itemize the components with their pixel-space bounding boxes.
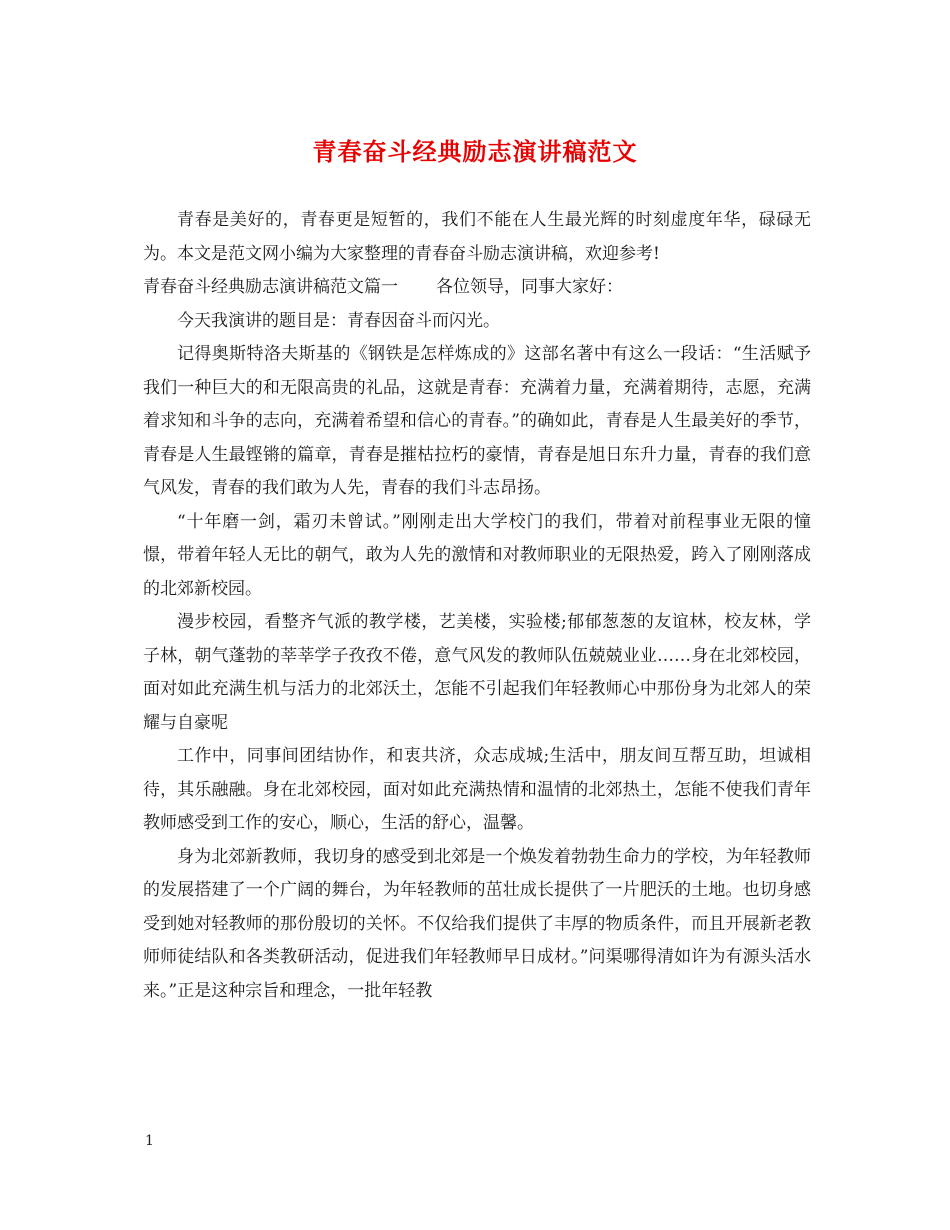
page-number: 1	[145, 1133, 154, 1149]
document-body	[143, 204, 811, 1008]
paragraph-campus-walk: 漫步校园，看整齐气派的教学楼，艺美楼，实验楼;郁郁葱葱的友谊林，校友林，学子林，朝气蓬勃的莘莘学子孜孜不倦，意气风发的教师队伍兢兢业业……身在北郊校园，面对如此充满生机与活力的北郊沃土，怎能不引起我们年轻教师心中那份身为北郊人的荣耀与自豪呢	[143, 612, 811, 733]
paragraph-topic: 今天我演讲的题目是：青春因奋斗而闪光。	[177, 310, 500, 331]
paragraph-quote: 记得奥斯特洛夫斯基的《钢铁是怎样炼成的》这部名著中有这么一段话：“生活赋予我们一种巨大的和无限高贵的礼品，这就是青春：充满着力量，充满着期待，志愿，充满着求知和斗争的志向，充满着希望和信心的青春。”的确如此，青春是人生最美好的季节，青春是人生最铿锵的篇章，青春是摧枯拉朽的豪情，青春是旭日东升力量，青春的我们意气风发，青春的我们敢为人先，青春的我们斗志昂扬。	[143, 344, 811, 498]
document-title: 青春奋斗经典励志演讲稿范文	[312, 137, 638, 166]
paragraph-work-life: 工作中，同事间团结协作，和衷共济，众志成城;生活中，朋友间互帮互助，坦诚相待，其乐融融。身在北郊校园，面对如此充满热情和温情的北郊热土，怎能不使我们青年教师感受到工作的安心，顺心，生活的舒心，温馨。	[143, 746, 811, 833]
part-title: 青春奋斗经典励志演讲稿范文篇一	[143, 277, 398, 297]
paragraph-heading-line	[143, 271, 811, 305]
greeting: 各位领导，同事大家好：	[436, 277, 623, 297]
paragraph-ten-years: “十年磨一剑，霜刃未曾试。”刚刚走出大学校门的我们，带着对前程事业无限的憧憬，带着年轻人无比的朝气，敢为人先的激情和对教师职业的无限热爱，跨入了刚刚落成的北郊新校园。	[143, 511, 811, 599]
paragraph-intro: 青春是美好的，青春更是短暂的，我们不能在人生最光辉的时刻虚度年华，碌碌无为。本文是范文网小编为大家整理的青春奋斗励志演讲稿，欢迎参考!	[143, 210, 811, 264]
paragraph-new-teacher: 身为北郊新教师，我切身的感受到北郊是一个焕发着勃勃生命力的学校，为年轻教师的发展搭建了一个广阔的舞台，为年轻教师的茁壮成长提供了一片肥沃的土地。也切身感受到她对轻教师的那份殷切的关怀。不仅给我们提供了丰厚的物质条件，而且开展新老教师师徒结队和各类教研活动，促进我们年轻教师早日成材。”问渠哪得清如许为有源头活水来。”正是这种宗旨和理念，一批年轻教	[143, 846, 811, 1001]
